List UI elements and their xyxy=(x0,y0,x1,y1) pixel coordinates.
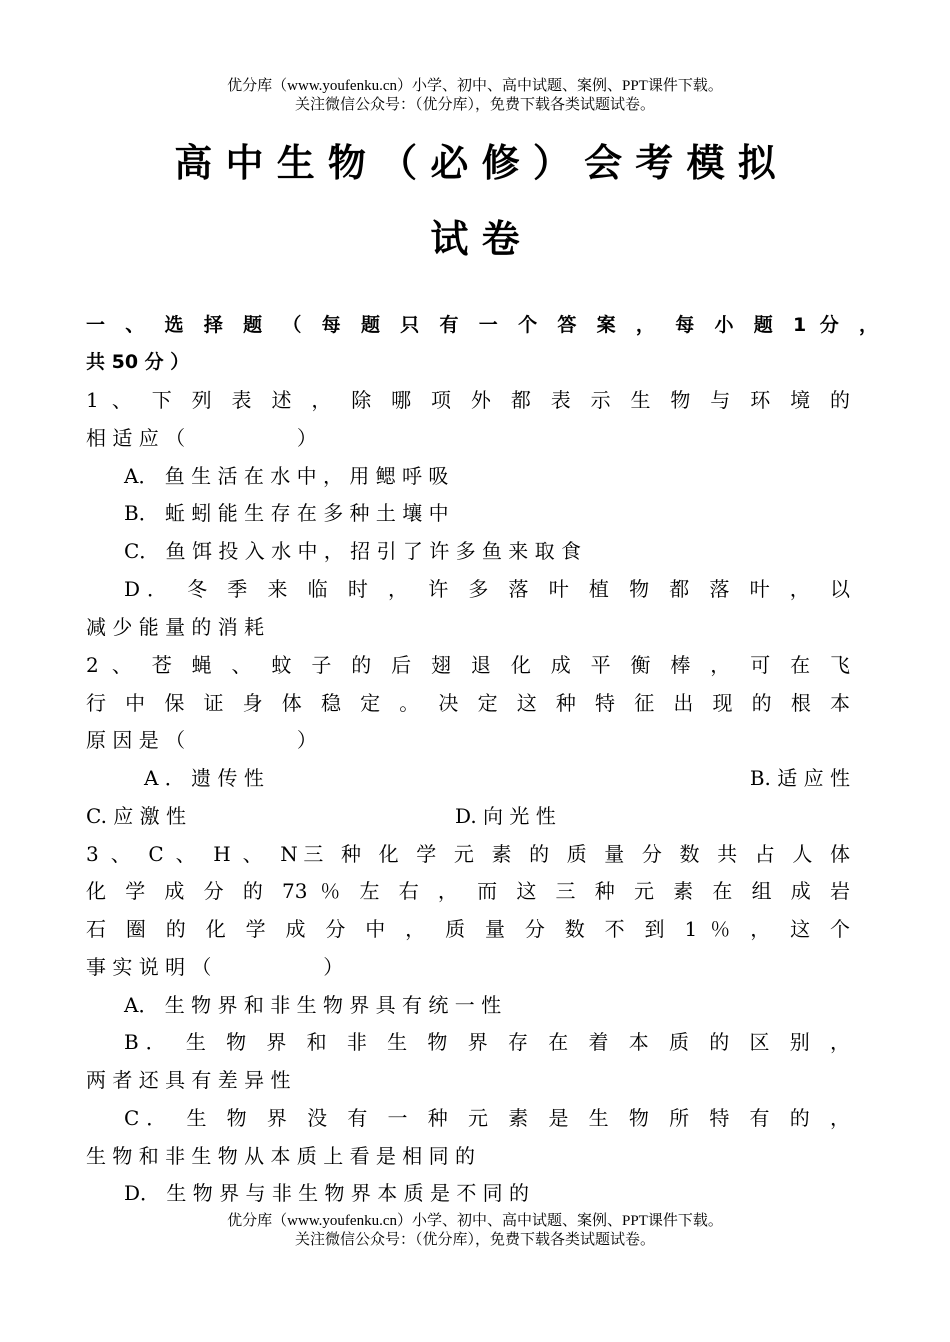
header-line-1: 优分库（www.youfenku.cn）小学、初中、高中试题、案例、PPT课件下载。 xyxy=(227,78,723,94)
question-1-option-d-line-1: D． 冬 季 来 临 时 ， 许 多 落 叶 植 物 都 落 叶 ， 以 xyxy=(124,577,850,601)
question-2-line-3: 原 因 是 （ ） xyxy=(86,728,317,752)
question-1-line-1: 1 、 下 列 表 述 ， 除 哪 项 外 都 表 示 生 物 与 环 境 的 xyxy=(86,388,850,412)
question-3-option-b-line-2: 两 者 还 具 有 差 异 性 xyxy=(86,1068,291,1092)
question-3-line-2: 化 学 成 分 的 73 ％ 左 右 ， 而 这 三 种 元 素 在 组 成 岩 xyxy=(86,879,850,903)
question-3-line-1: 3 、 C 、 H 、 N三 种 化 学 元 素 的 质 量 分 数 共 占 人 体 xyxy=(86,842,850,866)
section-heading-line-2: 共 50 分 ） xyxy=(86,351,190,373)
section-heading-line-1: 一 、 选 择 题 （ 每 题 只 有 一 个 答 案 ， 每 小 题 1 分 ， xyxy=(86,314,878,336)
footer-line-2: 关注微信公众号：（优分库），免费下载各类试题试卷。 xyxy=(294,1232,655,1248)
question-2-option-c: C. 应 激 性 xyxy=(86,804,187,828)
question-2-option-b: B. 适 应 性 xyxy=(749,766,850,790)
page-title-line-1: 高 中 生 物 （ 必 修 ） 会 考 模 拟 xyxy=(174,141,776,185)
question-3-option-c-line-2: 生 物 和 非 生 物 从 本 质 上 看 是 相 同 的 xyxy=(86,1144,476,1168)
question-2-line-2: 行 中 保 证 身 体 稳 定 。 决 定 这 种 特 征 出 现 的 根 本 xyxy=(86,691,850,715)
question-1-option-a: A． 鱼 生 活 在 水 中 ， 用 鳃 呼 吸 xyxy=(124,464,449,488)
header-line-2: 关注微信公众号：（优分库），免费下载各类试题试卷。 xyxy=(294,97,655,113)
page-title-line-2: 试 卷 xyxy=(430,217,520,261)
footer-line-1: 优分库（www.youfenku.cn）小学、初中、高中试题、案例、PPT课件下载。 xyxy=(227,1213,723,1229)
question-2-line-1: 2 、 苍 蝇 、 蚊 子 的 后 翅 退 化 成 平 衡 棒 ， 可 在 飞 xyxy=(86,653,850,677)
question-2-option-a: A ． 遗 传 性 xyxy=(144,766,264,790)
question-1-option-b: B． 蚯 蚓 能 生 存 在 多 种 土 壤 中 xyxy=(124,501,449,525)
question-3-line-4: 事 实 说 明 （ ） xyxy=(86,955,344,979)
question-3-option-d: D． 生 物 界 与 非 生 物 界 本 质 是 不 同 的 xyxy=(124,1181,530,1205)
question-1-option-c: C． 鱼 饵 投 入 水 中 ， 招 引 了 许 多 鱼 来 取 食 xyxy=(124,539,582,563)
question-3-option-a: A． 生 物 界 和 非 生 物 界 具 有 统 一 性 xyxy=(124,993,502,1017)
question-1-line-2: 相 适 应 （ ） xyxy=(86,426,317,450)
question-2-option-d: D. 向 光 性 xyxy=(455,804,556,828)
question-3-option-b-line-1: B． 生 物 界 和 非 生 物 界 存 在 着 本 质 的 区 别 ， xyxy=(124,1030,850,1054)
question-3-option-c-line-1: C． 生 物 界 没 有 一 种 元 素 是 生 物 所 特 有 的 ， xyxy=(124,1106,850,1130)
question-3-line-3: 石 圈 的 化 学 成 分 中 ， 质 量 分 数 不 到 1 ％ ， 这 个 xyxy=(86,917,850,941)
question-1-option-d-line-2: 减 少 能 量 的 消 耗 xyxy=(86,615,265,639)
